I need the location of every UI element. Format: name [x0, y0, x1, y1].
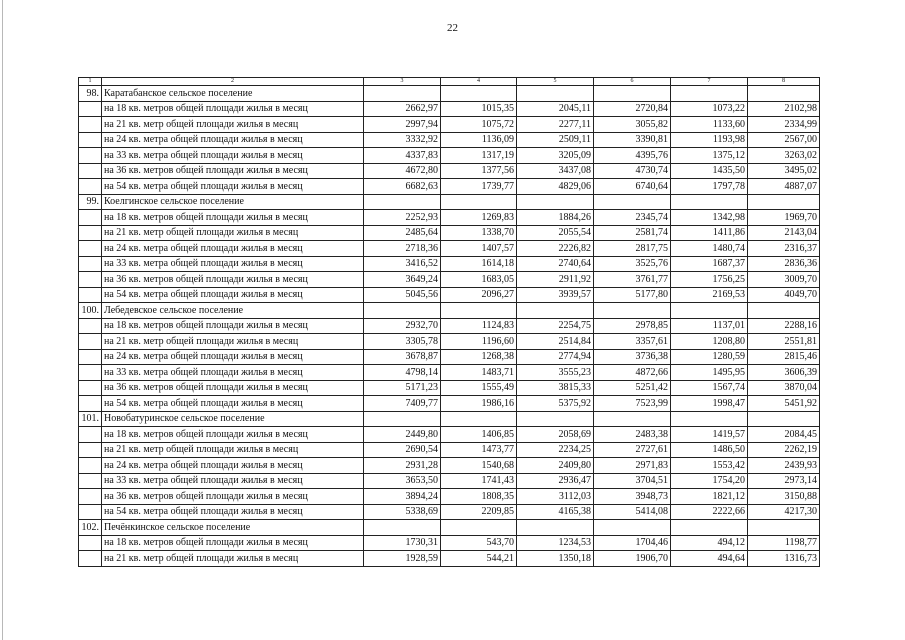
value-cell: 543,70	[441, 535, 517, 551]
value-cell: 1193,98	[671, 132, 748, 148]
value-cell: 2226,82	[517, 241, 594, 257]
empty-cell	[748, 520, 820, 536]
settlement-number: 102.	[79, 520, 102, 536]
table-row	[79, 101, 820, 117]
value-cell: 5338,69	[364, 504, 441, 520]
value-cell: 2485,64	[364, 225, 441, 241]
value-cell: 4217,30	[748, 504, 820, 520]
settlement-name: Лебедевское сельское поселение	[102, 303, 364, 319]
value-cell: 2718,36	[364, 241, 441, 257]
value-cell: 3205,09	[517, 148, 594, 164]
value-cell: 4829,06	[517, 179, 594, 195]
value-cell: 1338,70	[441, 225, 517, 241]
value-cell: 1208,80	[671, 334, 748, 350]
table-row	[79, 179, 820, 195]
indicator-cell: на 36 кв. метров общей площади жилья в месяц	[102, 272, 364, 288]
value-cell: 1473,77	[441, 442, 517, 458]
value-cell: 3894,24	[364, 489, 441, 505]
table-row	[79, 241, 820, 257]
empty-cell	[517, 86, 594, 102]
indicator-cell: на 21 кв. метр общей площади жилья в месяц	[102, 442, 364, 458]
value-cell: 2774,94	[517, 349, 594, 365]
value-cell: 1377,56	[441, 163, 517, 179]
value-cell: 2143,04	[748, 225, 820, 241]
indicator-cell: на 18 кв. метров общей площади жилья в месяц	[102, 210, 364, 226]
value-cell: 1969,70	[748, 210, 820, 226]
value-cell: 3525,76	[594, 256, 671, 272]
value-cell: 1419,57	[671, 427, 748, 443]
value-cell: 1704,46	[594, 535, 671, 551]
value-cell: 2409,80	[517, 458, 594, 474]
value-cell: 1124,83	[441, 318, 517, 334]
row-index-cell	[79, 287, 102, 303]
value-cell: 1269,83	[441, 210, 517, 226]
row-index-cell	[79, 272, 102, 288]
value-cell: 1821,12	[671, 489, 748, 505]
value-cell: 3704,51	[594, 473, 671, 489]
value-cell: 2971,83	[594, 458, 671, 474]
empty-cell	[671, 86, 748, 102]
empty-cell	[441, 86, 517, 102]
value-cell: 1553,42	[671, 458, 748, 474]
empty-cell	[748, 194, 820, 210]
table-row	[79, 535, 820, 551]
value-cell: 4887,07	[748, 179, 820, 195]
indicator-cell: на 36 кв. метров общей площади жилья в месяц	[102, 380, 364, 396]
table-row	[79, 163, 820, 179]
value-cell: 4395,76	[594, 148, 671, 164]
row-index-cell	[79, 349, 102, 365]
value-cell: 2911,92	[517, 272, 594, 288]
indicator-cell: на 24 кв. метра общей площади жилья в месяц	[102, 132, 364, 148]
value-cell: 5045,56	[364, 287, 441, 303]
table-row	[79, 473, 820, 489]
value-cell: 2567,00	[748, 132, 820, 148]
value-cell: 2055,54	[517, 225, 594, 241]
settlement-header-row	[79, 303, 820, 319]
value-cell: 1234,53	[517, 535, 594, 551]
value-cell: 4165,38	[517, 504, 594, 520]
indicator-cell: на 24 кв. метра общей площади жилья в месяц	[102, 458, 364, 474]
indicator-cell: на 33 кв. метра общей площади жилья в месяц	[102, 473, 364, 489]
empty-cell	[517, 520, 594, 536]
table-row	[79, 334, 820, 350]
value-cell: 1280,59	[671, 349, 748, 365]
value-cell: 1797,78	[671, 179, 748, 195]
table-row	[79, 210, 820, 226]
value-cell: 7523,99	[594, 396, 671, 412]
value-cell: 1683,05	[441, 272, 517, 288]
value-cell: 1540,68	[441, 458, 517, 474]
indicator-cell: на 24 кв. метра общей площади жилья в месяц	[102, 349, 364, 365]
value-cell: 5177,80	[594, 287, 671, 303]
row-index-cell	[79, 117, 102, 133]
value-cell: 2345,74	[594, 210, 671, 226]
value-cell: 3357,61	[594, 334, 671, 350]
value-cell: 1406,85	[441, 427, 517, 443]
value-cell: 4798,14	[364, 365, 441, 381]
row-index-cell	[79, 535, 102, 551]
table-row	[79, 442, 820, 458]
table-row	[79, 132, 820, 148]
indicator-cell: на 18 кв. метров общей площади жилья в месяц	[102, 427, 364, 443]
column-number: 6	[594, 78, 671, 86]
value-cell: 2931,28	[364, 458, 441, 474]
value-cell: 2720,84	[594, 101, 671, 117]
settlement-name: Коелгинское сельское поселение	[102, 194, 364, 210]
indicator-cell: на 54 кв. метра общей площади жилья в месяц	[102, 396, 364, 412]
value-cell: 2836,36	[748, 256, 820, 272]
value-cell: 2262,19	[748, 442, 820, 458]
value-cell: 2509,11	[517, 132, 594, 148]
value-cell: 2316,37	[748, 241, 820, 257]
table-row	[79, 380, 820, 396]
row-index-cell	[79, 225, 102, 241]
value-cell: 4672,80	[364, 163, 441, 179]
column-number: 1	[79, 78, 102, 86]
value-cell: 3653,50	[364, 473, 441, 489]
value-cell: 2932,70	[364, 318, 441, 334]
value-cell: 1480,74	[671, 241, 748, 257]
indicator-cell: на 36 кв. метров общей площади жилья в месяц	[102, 489, 364, 505]
value-cell: 2727,61	[594, 442, 671, 458]
empty-cell	[594, 303, 671, 319]
column-number: 5	[517, 78, 594, 86]
value-cell: 1407,57	[441, 241, 517, 257]
indicator-cell: на 21 кв. метр общей площади жилья в месяц	[102, 225, 364, 241]
table-row	[79, 225, 820, 241]
value-cell: 2084,45	[748, 427, 820, 443]
value-cell: 2936,47	[517, 473, 594, 489]
value-cell: 1754,20	[671, 473, 748, 489]
value-cell: 1133,60	[671, 117, 748, 133]
table-row	[79, 365, 820, 381]
value-cell: 1075,72	[441, 117, 517, 133]
value-cell: 2662,97	[364, 101, 441, 117]
value-cell: 3761,77	[594, 272, 671, 288]
value-cell: 2169,53	[671, 287, 748, 303]
row-index-cell	[79, 551, 102, 567]
value-cell: 2978,85	[594, 318, 671, 334]
value-cell: 4872,66	[594, 365, 671, 381]
value-cell: 5414,08	[594, 504, 671, 520]
value-cell: 3678,87	[364, 349, 441, 365]
value-cell: 1567,74	[671, 380, 748, 396]
value-cell: 3009,70	[748, 272, 820, 288]
value-cell: 1741,43	[441, 473, 517, 489]
row-index-cell	[79, 504, 102, 520]
row-index-cell	[79, 210, 102, 226]
indicator-cell: на 21 кв. метр общей площади жилья в месяц	[102, 117, 364, 133]
value-cell: 3437,08	[517, 163, 594, 179]
empty-cell	[748, 303, 820, 319]
value-cell: 1317,19	[441, 148, 517, 164]
table-row	[79, 318, 820, 334]
value-cell: 5171,23	[364, 380, 441, 396]
indicator-cell: на 54 кв. метра общей площади жилья в месяц	[102, 504, 364, 520]
value-cell: 1808,35	[441, 489, 517, 505]
value-cell: 2690,54	[364, 442, 441, 458]
value-cell: 1906,70	[594, 551, 671, 567]
table-row	[79, 287, 820, 303]
value-cell: 4337,83	[364, 148, 441, 164]
value-cell: 6740,64	[594, 179, 671, 195]
value-cell: 1884,26	[517, 210, 594, 226]
indicator-cell: на 36 кв. метров общей площади жилья в месяц	[102, 163, 364, 179]
settlement-header-row	[79, 520, 820, 536]
empty-cell	[748, 86, 820, 102]
value-cell: 2439,93	[748, 458, 820, 474]
row-index-cell	[79, 380, 102, 396]
value-cell: 1756,25	[671, 272, 748, 288]
value-cell: 1486,50	[671, 442, 748, 458]
settlement-number: 98.	[79, 86, 102, 102]
value-cell: 1928,59	[364, 551, 441, 567]
empty-cell	[594, 411, 671, 427]
value-cell: 3870,04	[748, 380, 820, 396]
value-cell: 3390,81	[594, 132, 671, 148]
table-row	[79, 256, 820, 272]
empty-cell	[517, 303, 594, 319]
settlement-number: 99.	[79, 194, 102, 210]
table-row	[79, 458, 820, 474]
value-cell: 7409,77	[364, 396, 441, 412]
value-cell: 1268,38	[441, 349, 517, 365]
table-row	[79, 396, 820, 412]
value-cell: 2581,74	[594, 225, 671, 241]
row-index-cell	[79, 163, 102, 179]
empty-cell	[441, 411, 517, 427]
table-row	[79, 427, 820, 443]
column-number: 8	[748, 78, 820, 86]
value-cell: 2058,69	[517, 427, 594, 443]
table-row	[79, 349, 820, 365]
indicator-cell: на 33 кв. метра общей площади жилья в месяц	[102, 256, 364, 272]
page-edge-rule	[2, 0, 3, 640]
indicator-cell: на 33 кв. метра общей площади жилья в месяц	[102, 148, 364, 164]
value-cell: 5251,42	[594, 380, 671, 396]
value-cell: 1342,98	[671, 210, 748, 226]
empty-cell	[594, 194, 671, 210]
value-cell: 2045,11	[517, 101, 594, 117]
value-cell: 2096,27	[441, 287, 517, 303]
empty-cell	[364, 411, 441, 427]
value-cell: 2288,16	[748, 318, 820, 334]
table-body	[79, 78, 820, 567]
table-row	[79, 489, 820, 505]
value-cell: 2740,64	[517, 256, 594, 272]
value-cell: 2209,85	[441, 504, 517, 520]
empty-cell	[364, 86, 441, 102]
value-cell: 1073,22	[671, 101, 748, 117]
value-cell: 3736,38	[594, 349, 671, 365]
empty-cell	[364, 520, 441, 536]
column-number-row	[79, 78, 820, 86]
row-index-cell	[79, 132, 102, 148]
value-cell: 1196,60	[441, 334, 517, 350]
value-cell: 1435,50	[671, 163, 748, 179]
row-index-cell	[79, 458, 102, 474]
value-cell: 5375,92	[517, 396, 594, 412]
value-cell: 494,64	[671, 551, 748, 567]
value-cell: 4049,70	[748, 287, 820, 303]
row-index-cell	[79, 334, 102, 350]
empty-cell	[364, 303, 441, 319]
value-cell: 3150,88	[748, 489, 820, 505]
settlement-number: 100.	[79, 303, 102, 319]
row-index-cell	[79, 148, 102, 164]
empty-cell	[517, 194, 594, 210]
empty-cell	[441, 303, 517, 319]
value-cell: 2222,66	[671, 504, 748, 520]
row-index-cell	[79, 241, 102, 257]
value-cell: 3055,82	[594, 117, 671, 133]
value-cell: 2973,14	[748, 473, 820, 489]
indicator-cell: на 18 кв. метров общей площади жилья в месяц	[102, 101, 364, 117]
value-cell: 2449,80	[364, 427, 441, 443]
tariff-table	[78, 77, 820, 567]
value-cell: 3555,23	[517, 365, 594, 381]
value-cell: 1350,18	[517, 551, 594, 567]
value-cell: 2254,75	[517, 318, 594, 334]
table-row	[79, 551, 820, 567]
settlement-number: 101.	[79, 411, 102, 427]
row-index-cell	[79, 256, 102, 272]
column-number: 2	[102, 78, 364, 86]
value-cell: 2514,84	[517, 334, 594, 350]
indicator-cell: на 24 кв. метра общей площади жилья в месяц	[102, 241, 364, 257]
value-cell: 1495,95	[671, 365, 748, 381]
empty-cell	[748, 411, 820, 427]
empty-cell	[441, 194, 517, 210]
empty-cell	[671, 520, 748, 536]
value-cell: 1730,31	[364, 535, 441, 551]
value-cell: 1198,77	[748, 535, 820, 551]
value-cell: 3112,03	[517, 489, 594, 505]
row-index-cell	[79, 179, 102, 195]
value-cell: 6682,63	[364, 179, 441, 195]
value-cell: 2277,11	[517, 117, 594, 133]
value-cell: 3649,24	[364, 272, 441, 288]
value-cell: 3948,73	[594, 489, 671, 505]
value-cell: 1998,47	[671, 396, 748, 412]
settlement-name: Печёнкинское сельское поселение	[102, 520, 364, 536]
column-number: 4	[441, 78, 517, 86]
row-index-cell	[79, 473, 102, 489]
indicator-cell: на 33 кв. метра общей площади жилья в месяц	[102, 365, 364, 381]
settlement-name: Каратабанское сельское поселение	[102, 86, 364, 102]
row-index-cell	[79, 365, 102, 381]
value-cell: 1614,18	[441, 256, 517, 272]
value-cell: 5451,92	[748, 396, 820, 412]
indicator-cell: на 54 кв. метра общей площади жилья в месяц	[102, 287, 364, 303]
empty-cell	[594, 520, 671, 536]
value-cell: 1137,01	[671, 318, 748, 334]
value-cell: 2551,81	[748, 334, 820, 350]
settlement-header-row	[79, 86, 820, 102]
column-number: 3	[364, 78, 441, 86]
value-cell: 1483,71	[441, 365, 517, 381]
value-cell: 544,21	[441, 551, 517, 567]
value-cell: 1015,35	[441, 101, 517, 117]
page-number: 22	[447, 22, 458, 34]
value-cell: 1316,73	[748, 551, 820, 567]
value-cell: 2252,93	[364, 210, 441, 226]
value-cell: 1687,37	[671, 256, 748, 272]
row-index-cell	[79, 318, 102, 334]
row-index-cell	[79, 396, 102, 412]
value-cell: 1555,49	[441, 380, 517, 396]
value-cell: 3305,78	[364, 334, 441, 350]
value-cell: 2334,99	[748, 117, 820, 133]
value-cell: 1411,86	[671, 225, 748, 241]
value-cell: 3939,57	[517, 287, 594, 303]
value-cell: 3263,02	[748, 148, 820, 164]
indicator-cell: на 18 кв. метров общей площади жилья в месяц	[102, 535, 364, 551]
value-cell: 3495,02	[748, 163, 820, 179]
empty-cell	[671, 303, 748, 319]
value-cell: 2102,98	[748, 101, 820, 117]
settlement-name: Новобатуринское сельское поселение	[102, 411, 364, 427]
column-number: 7	[671, 78, 748, 86]
value-cell: 494,12	[671, 535, 748, 551]
empty-cell	[364, 194, 441, 210]
table-row	[79, 148, 820, 164]
row-index-cell	[79, 101, 102, 117]
settlement-header-row	[79, 411, 820, 427]
indicator-cell: на 18 кв. метров общей площади жилья в месяц	[102, 318, 364, 334]
value-cell: 1136,09	[441, 132, 517, 148]
value-cell: 1739,77	[441, 179, 517, 195]
value-cell: 2997,94	[364, 117, 441, 133]
row-index-cell	[79, 442, 102, 458]
row-index-cell	[79, 427, 102, 443]
value-cell: 2234,25	[517, 442, 594, 458]
value-cell: 2817,75	[594, 241, 671, 257]
empty-cell	[594, 86, 671, 102]
table-row	[79, 272, 820, 288]
settlement-header-row	[79, 194, 820, 210]
empty-cell	[517, 411, 594, 427]
value-cell: 3606,39	[748, 365, 820, 381]
value-cell: 4730,74	[594, 163, 671, 179]
row-index-cell	[79, 489, 102, 505]
value-cell: 2483,38	[594, 427, 671, 443]
indicator-cell: на 21 кв. метр общей площади жилья в месяц	[102, 551, 364, 567]
value-cell: 3815,33	[517, 380, 594, 396]
value-cell: 2815,46	[748, 349, 820, 365]
empty-cell	[441, 520, 517, 536]
indicator-cell: на 21 кв. метр общей площади жилья в месяц	[102, 334, 364, 350]
value-cell: 1986,16	[441, 396, 517, 412]
empty-cell	[671, 411, 748, 427]
indicator-cell: на 54 кв. метра общей площади жилья в месяц	[102, 179, 364, 195]
table-row	[79, 504, 820, 520]
table-row	[79, 117, 820, 133]
value-cell: 3332,92	[364, 132, 441, 148]
value-cell: 1375,12	[671, 148, 748, 164]
empty-cell	[671, 194, 748, 210]
value-cell: 3416,52	[364, 256, 441, 272]
